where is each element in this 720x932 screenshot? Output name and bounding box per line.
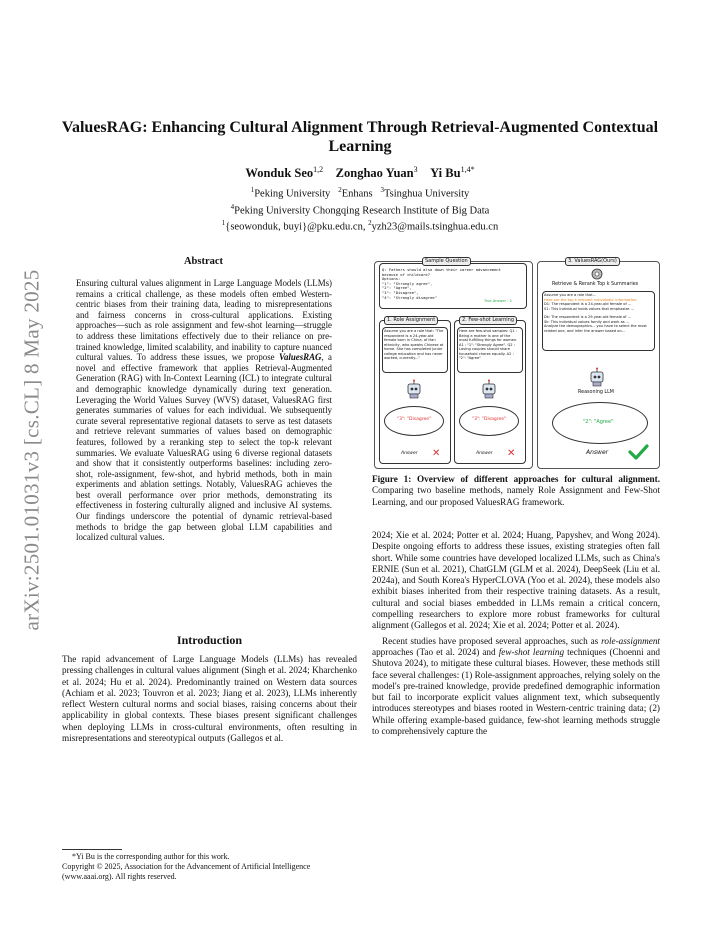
method-name: ValuesRAG: [279, 352, 322, 363]
abstract-heading: Abstract: [183, 256, 224, 267]
footnote-rule: [62, 849, 122, 850]
affiliation: Peking University: [254, 188, 331, 200]
footnote-copyright: Copyright © 2025, Association for the Advancement of Artificial Intelligence (www.aaai.org). All rights reserved.: [62, 862, 311, 881]
prompt-line: D1: The respondent is a 24-year-old female of ...: [544, 302, 632, 306]
affiliation: Tsinghua University: [383, 188, 470, 200]
text: approaches (Tao et al. 2024) and: [372, 646, 499, 657]
wrong-cross-icon: ✕: [432, 448, 441, 459]
prompt-line: Analyze the demographics... you have to select the most related one, and infer the answer based on...: [544, 324, 647, 333]
llm-robot-icon: [479, 379, 499, 399]
email: yzh23@mails.tsinghua.edu.cn: [371, 221, 499, 233]
answer-label: Answer: [476, 451, 493, 456]
author-name: Zonghao Yuan: [335, 166, 414, 181]
emphasis: role-assignment: [601, 635, 660, 646]
author-sup: 1,4*: [460, 165, 475, 174]
affiliation: Enhans: [341, 188, 373, 200]
affil-sup: 4: [230, 202, 235, 211]
sample-question-text: Q: Fathers should also down their career advancement because of childcare? Options: "1": "Strongly agree", "2": "Agree", "3": "Disagree", "4": "Strongly disagree": [382, 267, 501, 300]
affil-sup: 1: [221, 219, 226, 227]
reasoning-llm-label: Reasoning LLM: [578, 390, 614, 395]
answer-label: Answer: [586, 449, 609, 456]
author-sup: 3: [413, 165, 418, 174]
true-answer: True Answer : 2: [484, 299, 512, 303]
reasoning-robot-icon: [587, 367, 607, 387]
introduction-heading: Introduction: [176, 633, 243, 647]
caption-text: Comparing two baseline methods, namely Role Assignment and Few-Shot Learning, and our proposed ValuesRAG framework.: [372, 485, 660, 507]
role-answer: "3": "Disagree": [397, 417, 432, 422]
affil-sup: 2: [338, 186, 342, 194]
right-column-body: [372, 530, 660, 737]
author-name: Wonduk Seo: [245, 166, 314, 181]
few-shot-prompt-text: Here are few-shot samples: Q1 : Being a mother is one of the most fulfilling things for women. A1 : "1": "Strongly Agree". Q2 : Loving couples should share household chores equally. A2 : "2": "Agree": [459, 329, 518, 360]
valuesrag-prompt: [544, 293, 651, 333]
author-name: Yi Bu: [430, 166, 461, 181]
text: techniques (Choenni and Shutova 2024), to mitigate these cultural biases. However, these methods still face several challenges: (1) Role-assignment approaches, relying solely on the model's pre-trained knowledge, provide predefined demographic information but fail to incorporate explicit values alignment text, which subsequently introduces stereotypes and biases rooted in Western-centric training data; (2) While offering example-based guidance, few-shot learning methods struggle to comprehensively capture the: [372, 646, 661, 737]
caption-label: Figure 1: Overview of different approaches for cultural alignment.: [372, 474, 660, 484]
paragraph: 2024; Xie et al. 2024; Potter et al. 2024; Huang, Papyshev, and Wong 2024). Despite ongoing efforts to address these issues, existing strategies often fall short. While some countries have developed localized LLMs, such as China's ERNIE (Sun et al. 2021), ChatGLM (GLM et al. 2024), DeepSeek (Liu et al. 2024a), and South Korea's HyperCLOVA (Yoo et al. 2024), these models also exhibit biases inherited from their respective training datasets. As a result, cultural and social biases embedded in LLMs remain a critical concern, compelling researchers to explore more robust frameworks for cultural alignment (Gallegos et al. 2024; Xie et al. 2024; Potter et al. 2024).: [372, 530, 660, 631]
prompt-line: Dk: The respondent is a 29-year-old female of ...: [544, 315, 632, 319]
prompt-line: S1: This individual holds values that emphasize ...: [544, 306, 635, 311]
affiliations: [60, 184, 660, 234]
role-prompt-text: Assume you are a role that: "The respondent is a 24-year-old female born in China, of Han ethnicity, who speaks Chinese at home. She has completed junior college education and has never worked, currently...": [384, 329, 444, 360]
abstract-text: , a novel and effective framework that applies Retrieval-Augmented Generation (RAG) with In-Context Learning (ICL) to integrate cultural and demographic knowledge dynamically during text generation. Leveraging the World Values Survey (WVS) dataset, ValuesRAG first generates summaries of values for each individual. We subsequently curate several representative regional datasets to serve as test datasets and retrieve relevant summaries of values based on demographic features, followed by a reranking step to select the top-k relevant summaries. We evaluate ValuesRAG using 6 diverse regional datasets and show that it consistently outperforms baselines: including zero-shot, role-assignment, few-shot, and hybrid methods, both in main experiments and ablation settings. Notably, ValuesRAG achieves the best overall performance over prior methods, demonstrating its effectiveness in fostering culturally aligned and inclusive AI systems. Our findings underscore the potential of dynamic retrieval-based methods to bridge the gap between global LLM capabilities and localized cultural values.: [76, 352, 332, 543]
author-sup: 1,2: [313, 165, 324, 174]
abstract-body: [76, 278, 332, 543]
figure-1: [372, 255, 660, 467]
affil-sup: 3: [380, 186, 384, 194]
wrong-cross-icon: ✕: [507, 448, 516, 459]
rerank-label: Retrieve & Rerank Top k Summaries: [552, 282, 639, 287]
affil-sup: 1: [250, 186, 255, 194]
prompt-line: Sk: This individual values family and work as ...: [544, 319, 630, 324]
few-shot-title: 2. Few-shot Learning: [459, 316, 517, 325]
sample-question-title: Sample Question: [422, 257, 471, 266]
prompt-line: Here are the top k relevant individuals' information:: [544, 297, 638, 302]
author-list: [60, 165, 660, 181]
email: {seowonduk, buyi}@pku.edu.cn,: [225, 221, 369, 233]
paper-title: ValuesRAG: Enhancing Cultural Alignment Through Retrieval-Augmented Contextual Learning: [61, 119, 659, 155]
gear-icon: [589, 267, 605, 281]
paragraph: [372, 636, 660, 738]
few-shot-answer: "3": "Disagree": [472, 417, 507, 422]
prompt-line: Assume you are a role that...: [544, 293, 597, 297]
footnote-corresponding: *Yi Bu is the corresponding author for this work.: [72, 852, 230, 861]
abstract-text: Ensuring cultural values alignment in Large Language Models (LLMs) remains a critical challenge, as these models often embed Western-centric biases from their training data, leading to misrepresentations and fairness concerns in cross-cultural applications. Existing approaches—such as role assignment and few-shot learning—struggle to address these limitations effectively due to their reliance on pre-trained knowledge, limited scalability, and inability to capture nuanced cultural values. To address these issues, we propose: [76, 278, 332, 363]
arxiv-stamp: [10, 240, 54, 660]
role-assignment-title: 1. Role Assignment: [384, 316, 438, 325]
figure-caption: [372, 474, 660, 508]
affiliation: Peking University Chongqing Research Institute of Big Data: [234, 205, 490, 216]
footnotes: [62, 852, 357, 882]
valuesrag-answer: "2": "Agree": [583, 419, 614, 425]
valuesrag-title: 3. ValuesRAG(Ours): [565, 257, 620, 266]
text: Recent studies have proposed several approaches, such as: [382, 635, 602, 646]
answer-label: Answer: [401, 451, 418, 456]
affil-sup: 2: [368, 219, 372, 227]
emphasis: few-shot learning: [498, 646, 565, 657]
introduction-body: The rapid advancement of Large Language Models (LLMs) has revealed pressing challenges in cultural values alignment (Singh et al. 2024; Kharchenko et al. 2024; Hu et al. 2024). Predominantly trained on Western data sources (Achiam et al. 2023; Touvron et al. 2023; Jiang et al. 2023), LLMs inherently reflect Western cultural norms and social biases, raising concerns about their applicability in global contexts. These biases present significant challenges when deploying LLMs in cross-cultural environments, often resulting in misrepresentations and stereotypical outputs (Gallegos et al.: [62, 654, 357, 744]
llm-robot-icon: [404, 379, 424, 399]
arxiv-id: arXiv:2501.01031v3 [cs.CL] 8 May 2025: [19, 269, 44, 631]
check-icon: [627, 443, 649, 461]
